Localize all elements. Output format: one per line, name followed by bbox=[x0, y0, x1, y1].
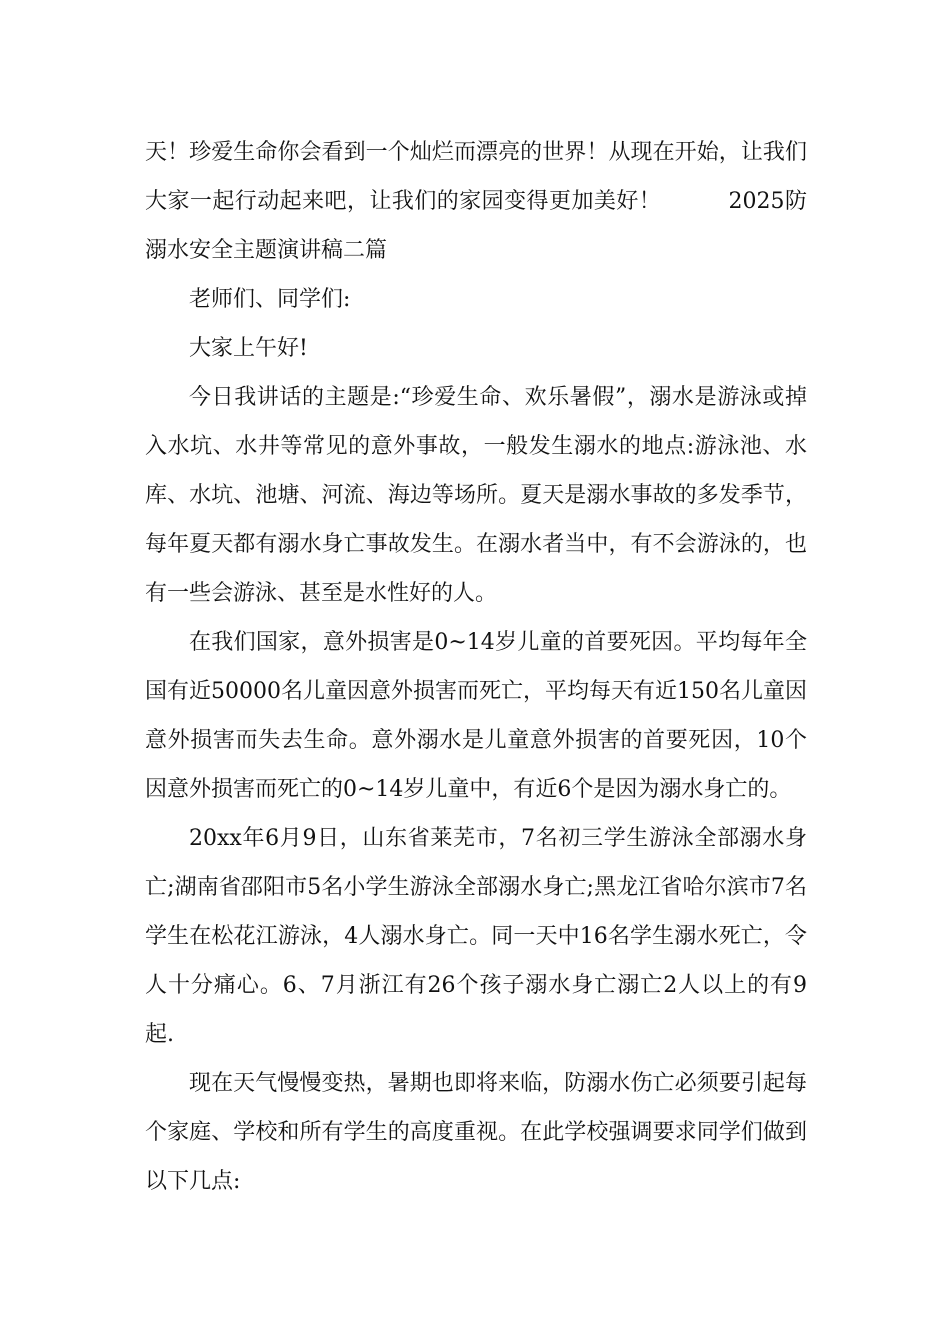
paragraph-salutation: 老师们、同学们: bbox=[189, 287, 351, 312]
paragraph-topic: 今日我讲话的主题是:“珍爱生命、欢乐暑假”，溺水是游泳或掉入水坑、水井等常见的意外事故，一般发生溺水的地点:游泳池、水库、水坑、池塘、河流、海边等场所。夏天是溺水事故的多发季节，每年夏天都有溺水身亡事故发生。在溺水者当中，有不会游泳的，也有一些会游泳、甚至是水性好的人。 bbox=[145, 385, 807, 606]
document-body bbox=[145, 128, 807, 1206]
paragraph-statistics: 在我们国家，意外损害是0~14岁儿童的首要死因。平均每年全国有近50000名儿童因意外损害而死亡，平均每天有近150名儿童因意外损害而失去生命。意外溺水是儿童意外损害的首要死因，10个因意外损害而死亡的0~14岁儿童中，有近6个是因为溺水身亡的。 bbox=[145, 630, 807, 802]
paragraph-greeting: 大家上午好! bbox=[189, 336, 308, 361]
paragraph-incidents: 20xx年6月9日，山东省莱芜市，7名初三学生游泳全部溺水身亡;湖南省邵阳市5名小学生游泳全部溺水身亡;黑龙江省哈尔滨市7名学生在松花江游泳，4人溺水身亡。同一天中16名学生溺水死亡，令人十分痛心。6、7月浙江有26个孩子溺水身亡溺亡2人以上的有9起. bbox=[145, 826, 807, 1047]
paragraph-requirements-intro: 现在天气慢慢变热，暑期也即将来临，防溺水伤亡必须要引起每个家庭、学校和所有学生的高度重视。在此学校强调要求同学们做到以下几点: bbox=[145, 1071, 807, 1194]
paragraph-continuation-and-section-title: 天！珍爱生命你会看到一个灿烂而漂亮的世界！从现在开始，让我们大家一起行动起来吧，让我们的家园变得更加美好！ 2025防溺水安全主题演讲稿二篇 bbox=[145, 140, 807, 263]
